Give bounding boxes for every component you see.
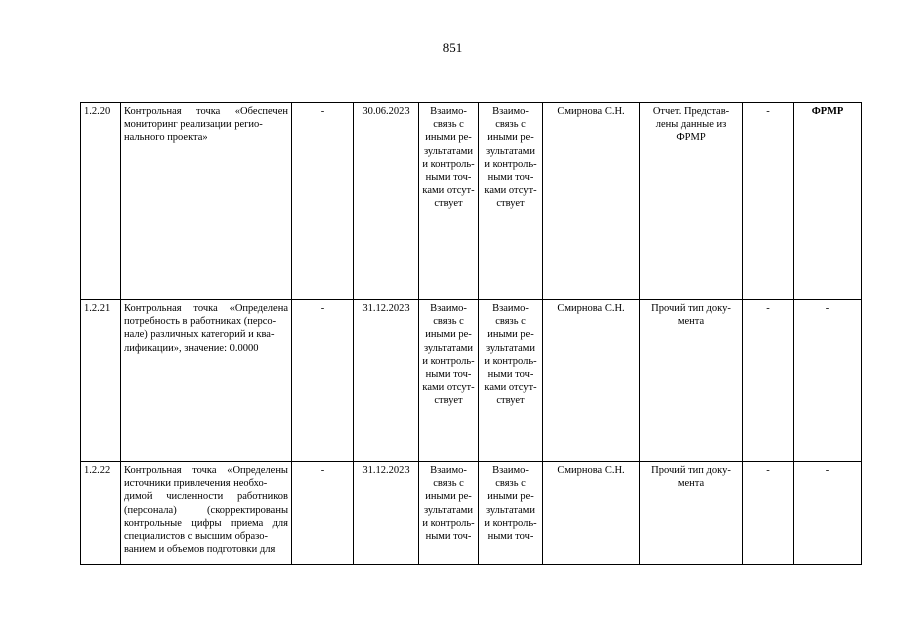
control-point-name: Контрольная точка «Обеспечен мониторинг реализации регио- нального проекта»: [121, 103, 292, 300]
control-point-name: Контрольная точка «Определены источники привлечения необхо- димой численности работников (персонала) (скорректированы контрольные цифры приема для специалистов с высшим образо- ванием и объемов подготовки для: [121, 462, 292, 565]
base-value-cell: -: [292, 462, 354, 565]
document-type: Прочий тип доку- мента: [640, 462, 743, 565]
page-number: 851: [442, 40, 463, 55]
row-number: 1.2.22: [81, 462, 121, 565]
information-system: -: [794, 462, 862, 565]
level-cell: -: [743, 300, 794, 462]
deadline-date: 31.12.2023: [354, 462, 419, 565]
responsible-person: Смирнова С.Н.: [543, 103, 640, 300]
successor-link: Взаимо- связь с иными ре- зультатами и контроль- ными точ-: [479, 462, 543, 565]
document-type: Прочий тип доку- мента: [640, 300, 743, 462]
base-value-cell: -: [292, 103, 354, 300]
information-system: ФРМР: [794, 103, 862, 300]
deadline-date: 31.12.2023: [354, 300, 419, 462]
responsible-person: Смирнова С.Н.: [543, 300, 640, 462]
level-cell: -: [743, 462, 794, 565]
predecessor-link: Взаимо- связь с иными ре- зультатами и контроль- ными точ-: [419, 462, 479, 565]
control-point-name: Контрольная точка «Определена потребность в работниках (персо- нале) различных категорий и ква- лификации», значение: 0.0000: [121, 300, 292, 462]
table-row: [81, 103, 862, 300]
row-number: 1.2.20: [81, 103, 121, 300]
successor-link: Взаимо- связь с иными ре- зультатами и контроль- ными точ- ками отсут- ствует: [479, 300, 543, 462]
level-cell: -: [743, 103, 794, 300]
table-row: [81, 462, 862, 565]
successor-link: Взаимо- связь с иными ре- зультатами и контроль- ными точ- ками отсут- ствует: [479, 103, 543, 300]
information-system: -: [794, 300, 862, 462]
responsible-person: Смирнова С.Н.: [543, 462, 640, 565]
predecessor-link: Взаимо- связь с иными ре- зультатами и контроль- ными точ- ками отсут- ствует: [419, 103, 479, 300]
row-number: 1.2.21: [81, 300, 121, 462]
predecessor-link: Взаимо- связь с иными ре- зультатами и контроль- ными точ- ками отсут- ствует: [419, 300, 479, 462]
table-row: [81, 300, 862, 462]
document-type: Отчет. Представ- лены данные из ФРМР: [640, 103, 743, 300]
control-points-table: [80, 102, 862, 565]
deadline-date: 30.06.2023: [354, 103, 419, 300]
base-value-cell: -: [292, 300, 354, 462]
